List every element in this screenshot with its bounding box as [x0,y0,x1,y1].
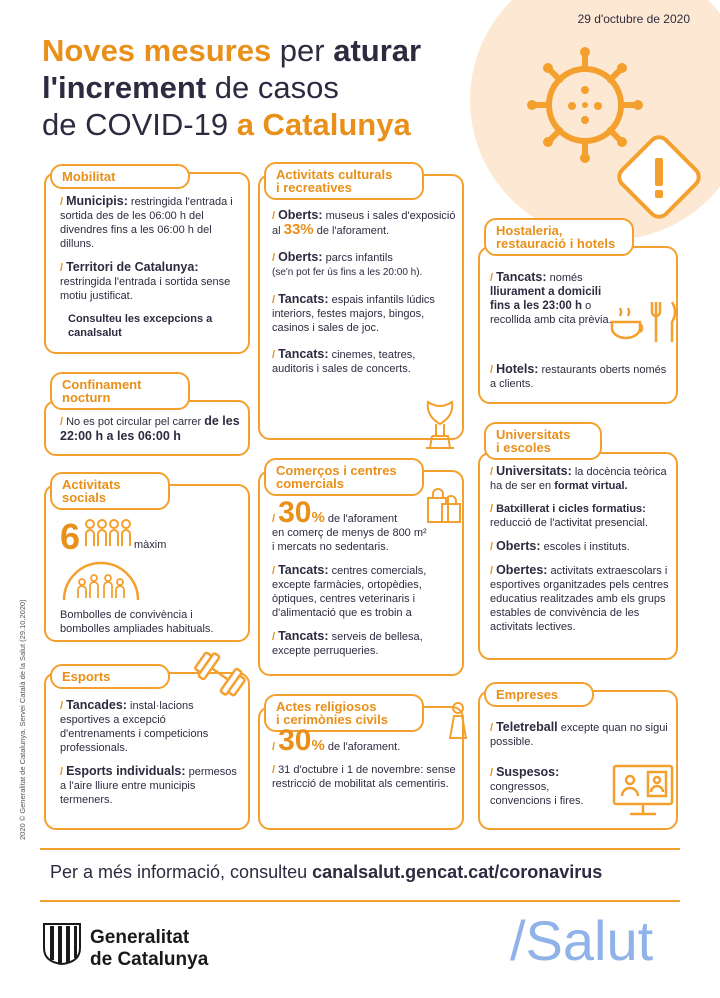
header-line: comercials [276,476,344,491]
header-line: Comerços i centres [276,463,397,478]
mobilitat-header [50,164,190,189]
generalitat-wordmark [90,927,208,971]
list-item: / Obertes: activitats extraescolars i esportives organitzades pels centres educatius realitzades amb els grups estables de convivència de les activitats lectives. [490,563,669,633]
list-item: / Esports individuals: permesos a l'aire lliure entre municipis termeners. [60,764,237,806]
item-text: permesos a l'aire lliure entre municipis termeners. [60,766,237,806]
item-text: de l'aforament [324,513,398,525]
wordmark-line: Generalitat [90,927,190,948]
copyright-text: 2020 © Generalitat de Catalunya. Servei Català de la Salut (29.10.2020) [18,599,27,840]
list-item: / Territori de Catalunya: restringida l'entrada i sortida sense motiu justificat. [60,260,231,302]
list-item: / 30% de l'aforament. [272,724,401,757]
item-text: excepte quan no sigui possible. [490,722,668,748]
title-part: per [271,33,334,68]
item-bold: Batxillerat i cicles formatius: [496,503,646,515]
item-text: centres comercials, excepte farmàcies, ortopèdies, òptiques, centres veterinaris i d'alimentació que es trobin a [272,565,427,619]
item-text: parcs infantils [322,252,393,264]
list-item: / 31 d'octubre i 1 de novembre: sense restricció de mobilitat als cementiris. [272,764,456,790]
item-text: museus i sales d'exposició al [272,210,456,237]
item-bold: de les 22:00 h a les 06:00 h [60,414,240,443]
item-text: de l'aforament. [313,225,390,237]
item-text: només [546,272,583,284]
warning-icon [626,144,696,214]
item-bold: Oberts: [278,250,323,264]
item-text: de l'aforament. [324,741,401,753]
page-title [42,32,482,143]
salut-logo: /Salut [510,909,654,972]
esports-header-label: Esports [62,669,111,684]
socials-number: 6 [60,516,81,557]
header-line: Activitats culturals [276,167,393,182]
footer-divider-top [40,848,680,850]
item-bold: Tancats: [278,292,329,306]
title-part: de COVID-19 [42,107,237,142]
item-bold: Tancades: [66,698,127,712]
item-text: restringida l'entrada i sortida des de les 06:00 h del divendres fins a les 06:00 h del dilluns. [60,196,233,250]
list-item: / Suspesos: congressos, convencions i fires. [490,765,584,807]
item-text: activitats extraescolars i esportives organitzades pels centres educatius realitzades amb els grups estables de convivència de les activitats lectives. [490,565,669,633]
culturals-content [272,208,456,385]
list-item: / Oberts: parcs infantils (se'n pot fer ús fins a les 20:00 h). [272,250,423,278]
item-note: (se'n pot fer ús fins a les 20:00 h). [272,267,423,278]
item-bold: format virtual. [554,480,628,492]
mobilitat-content [60,194,242,340]
item-percent-sign: % [311,509,325,526]
list-item: / 30% de l'aforament en comerç de menys de 800 m² i mercats no sedentaris. [272,496,427,553]
item-text: restaurants oberts només a clients. [490,364,667,390]
more-info [50,862,602,883]
dumbbell-icon [194,652,246,696]
confinament-header [50,372,190,410]
list-item: / Tancats: centres comercials, excepte farmàcies, ortopèdies, òptiques, centres veterinaris i d'alimentació que es trobin a [272,563,427,619]
list-item: / Oberts: escoles i instituts. [490,539,630,553]
title-part: aturar [333,33,422,68]
list-item: / Oberts: museus i sales d'exposició al 33% de l'aforament. [272,208,456,238]
item-bold: Municipis: [66,194,128,208]
item-bold: Oberts: [278,208,323,222]
theatre-icon [420,396,460,452]
comercos-header [264,458,424,496]
item-text: 31 d'octubre i 1 de novembre: sense restricció de mobilitat als cementiris. [272,764,456,790]
header-line: i cerimònies civils [276,712,389,727]
item-bold: Tancats: [496,270,547,284]
item-text: congressos, convencions i fires. [490,781,584,807]
list-item: / Batxillerat i cicles formatius: reducció de l'activitat presencial. [490,503,649,529]
item-bold: Tancats: [278,563,329,577]
socials-header [50,472,170,510]
item-text: cinemes, teatres, auditoris i sales de concerts. [272,349,416,375]
list-item: / Tancades: instal·lacions esportives a excepció d'entrenaments i competicions professionals. [60,698,209,754]
comercos-content [272,496,458,667]
header-line: socials [62,490,107,505]
esports-content [60,698,244,816]
list-item: / Teletreball excepte quan no sigui possible. [490,720,668,748]
item-bold: Territori de Catalunya: [66,260,199,274]
item-bold: Tancats: [278,629,329,643]
item-text: No es pot circular pel carrer [66,416,205,428]
universitats-content [490,464,674,643]
wordmark-line: de Catalunya [90,949,209,970]
header-line: Universitats [496,427,571,442]
title-part: a Catalunya [236,107,411,142]
date-label: 29 d'octubre de 2020 [577,12,690,26]
list-item: / Tancats: només lliurament a domicili fins a les 23:00 h o recollida amb cita prèvia. [490,270,612,326]
hostaleria-header [484,218,634,256]
mobilitat-header-label: Mobilitat [62,169,116,184]
header-line: Actes religiosos [276,699,377,714]
title-part: Noves mesures [42,33,272,68]
item-bold: lliurament a domicili fins a les 23:00 h [490,286,602,312]
mobilitat-note: Consulteu les excepcions a canalsalut [68,313,213,339]
item-percent-sign: % [311,737,325,754]
item-bold: Suspesos: [496,765,560,779]
item-text: restringida l'entrada i sortida sense motiu justificat. [60,276,231,302]
bubble-icon [60,560,142,602]
empreses-header [484,682,594,707]
item-bold: Esports individuals: [66,764,186,778]
item-text: escoles i instituts. [540,541,630,553]
item-bold: Teletreball [496,720,558,734]
socials-text: Bombolles de convivència i bombolles ampliades habituals. [60,609,214,635]
universitats-header [484,422,602,460]
empreses-header-label: Empreses [496,687,559,702]
esports-header [50,664,170,689]
copyright [18,540,30,840]
header-line: i escoles [496,440,551,455]
footer-divider-bottom [40,900,680,902]
list-item: / Tancats: serveis de bellesa, excepte perruqueries. [272,629,423,657]
list-item: / Municipis: restringida l'entrada i sortida des de les 06:00 h del divendres fins a les 06:00 h del dilluns. [60,194,233,250]
item-bold: Universitats: [496,464,572,478]
item-percent: 33% [283,221,314,238]
item-bold: Oberts: [496,539,541,553]
item-percent: 30 [278,724,312,757]
header-line: Hostaleria, [496,223,563,238]
item-percent: 30 [278,496,312,529]
list-item: / Tancats: cinemes, teatres, auditoris i sales de concerts. [272,347,416,375]
item-bold: Obertes: [496,563,548,577]
more-info-link[interactable]: canalsalut.gencat.cat/coronavirus [312,862,603,882]
confinament-content: / No es pot circular pel carrer de les 22:00 h a les 06:00 h [60,414,240,443]
generalitat-logo-icon [42,922,82,966]
item-bold: Hotels: [496,362,539,376]
more-info-text: Per a més informació, consulteu [50,862,313,882]
restaurant-icon [606,298,682,348]
hostaleria-content [490,270,614,336]
header-line: restauració i hotels [496,236,616,251]
people-icon [84,518,132,548]
header-line: i recreatives [276,180,352,195]
header-line: nocturn [62,390,111,405]
item-text: i mercats no sedentaris. [272,541,389,553]
header-line: Activitats [62,477,121,492]
title-part: l'increment [42,70,207,105]
list-item: / Universitats: la docència teòrica ha de ser en format virtual. [490,464,667,492]
item-text: instal·lacions esportives a excepció d'entrenaments i competicions professionals. [60,700,209,754]
culturals-header [264,162,424,200]
item-text: la docència teòrica ha de ser en [490,466,667,492]
header-line: Confinament [62,377,142,392]
title-part: de casos [206,70,339,105]
item-text: reducció de l'activitat presencial. [490,517,649,529]
list-item: / Tancats: espais infantils lúdics interiors, festes majors, bingos, casinos i sales de joc. [272,292,435,334]
video-conference-icon [610,762,676,818]
item-text: espais infantils lúdics interiors, festes majors, bingos, casinos i sales de joc. [272,294,435,334]
religiosos-content [272,724,458,800]
item-text: en comerç de menys de 800 m² [272,527,427,539]
item-text: serveis de bellesa, excepte perruqueries. [272,631,423,657]
item-text: o recollida amb cita prèvia. [490,300,612,326]
item-bold: Tancats: [278,347,329,361]
socials-max: màxim [134,539,167,551]
hostaleria-item2: / Hotels: restaurants oberts només a clients. [490,362,667,390]
